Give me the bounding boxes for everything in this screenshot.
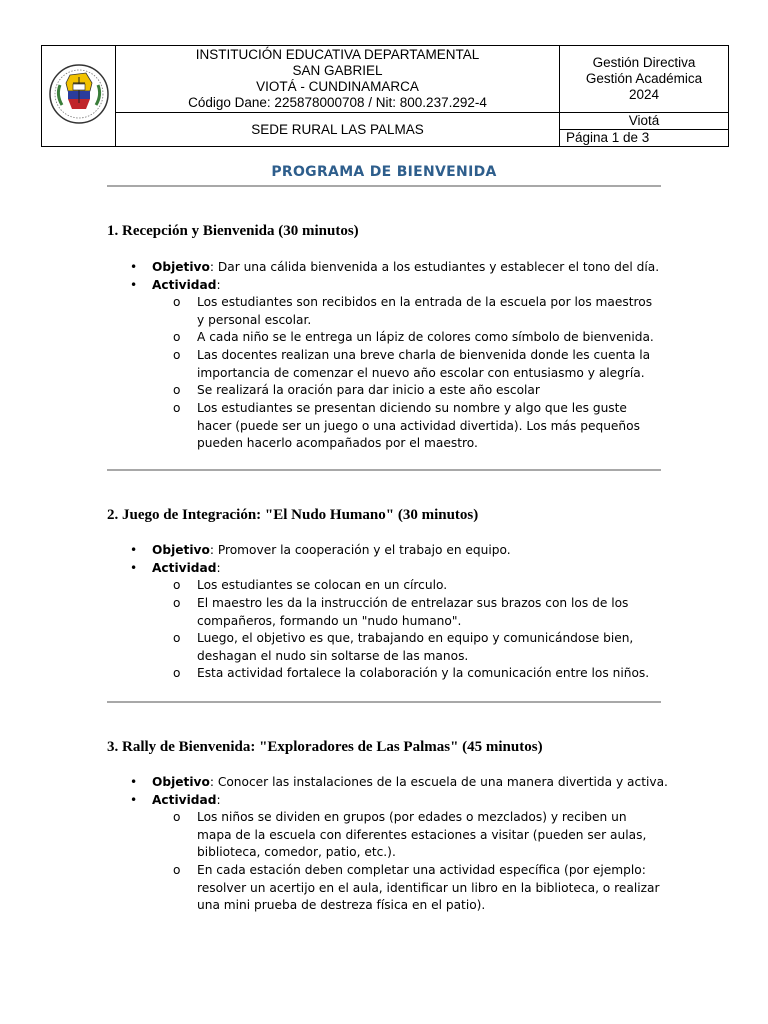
school-codes: Código Dane: 225878000708 / Nit: 800.237.292-4 [188, 95, 487, 110]
activity-label: Actividad [152, 793, 217, 807]
list-item-text: Los estudiantes se presentan diciendo su nombre y algo que les guste hacer (puede ser un juego o una actividad divertida). Los más pequeños pueden hacerlo acompañados por el maestro. [197, 401, 640, 451]
management-line-1: Gestión Directiva [592, 55, 696, 70]
section-divider [107, 469, 661, 471]
activity-colon: : [216, 561, 221, 575]
list-item-text: En cada estación deben completar una actividad específica (por ejemplo: resolver un acertijo en el aula, identificar un libro en la biblioteca, o realizar una mini prueba de destreza física en el patio). [197, 863, 660, 913]
list-item-text: El maestro les da la instrucción de entrelazar sus brazos con los de los compañeros, formando un "nudo humano". [197, 596, 629, 628]
document-header [41, 45, 729, 147]
sub-bullet-glyph: o [173, 295, 181, 309]
objective-text: : Promover la cooperación y el trabajo en equipo. [209, 543, 511, 557]
school-location: VIOTÁ - CUNDINAMARCA [256, 79, 419, 94]
institution-name: INSTITUCIÓN EDUCATIVA DEPARTAMENTAL [195, 47, 480, 62]
activity-label: Actividad [152, 278, 217, 292]
header-year: 2024 [628, 87, 660, 102]
sede-name: SEDE RURAL LAS PALMAS [116, 113, 560, 147]
list-item-text: Los niños se dividen en grupos (por edades o mezclados) y reciben un mapa de la escuela con diferentes estaciones a visitar (pueden ser aulas, biblioteca, comedor, patio, etc.). [197, 810, 647, 860]
sub-bullet-glyph: o [173, 401, 181, 415]
sub-bullet-glyph: o [173, 666, 181, 680]
bullet-glyph: • [130, 543, 138, 557]
objective-label: Objetivo [152, 260, 210, 274]
school-logo-cell [42, 46, 116, 147]
section-3-heading: 3. Rally de Bienvenida: "Exploradores de Las Palmas" (45 minutos) [107, 739, 543, 755]
list-item-text: Luego, el objetivo es que, trabajando en equipo y comunicándose bien, deshagan el nudo sin soltarse de las manos. [197, 631, 634, 663]
list-item-text: Las docentes realizan una breve charla de bienvenida donde les cuenta la importancia de comenzar el nuevo año escolar con entusiasmo y alegría. [197, 348, 651, 380]
list-item-text: Se realizará la oración para dar inicio a este año escolar [197, 383, 540, 397]
management-line-2: Gestión Académica [585, 71, 703, 86]
activity-colon: : [216, 793, 221, 807]
objective-label: Objetivo [152, 543, 210, 557]
school-name: SAN GABRIEL [292, 63, 383, 78]
title-divider [107, 185, 661, 187]
objective-text: : Dar una cálida bienvenida a los estudiantes y establecer el tono del día. [209, 260, 660, 274]
activity-label: Actividad [152, 561, 217, 575]
sub-bullet-glyph: o [173, 631, 181, 645]
header-town: Viotá [560, 113, 728, 130]
school-seal-icon [48, 51, 110, 137]
list-item-text: Los estudiantes son recibidos en la entrada de la escuela por los maestros y personal escolar. [197, 295, 653, 327]
list-item-text: Los estudiantes se colocan en un círculo. [197, 578, 448, 592]
page-title: PROGRAMA DE BIENVENIDA [271, 164, 497, 180]
institution-info [116, 46, 560, 113]
bullet-glyph: • [130, 260, 138, 274]
management-info [560, 46, 729, 113]
section-divider [107, 701, 661, 703]
town-page-cell [560, 113, 729, 147]
sub-bullet-glyph: o [173, 348, 181, 362]
bullet-glyph: • [130, 793, 138, 807]
page-number: Página 1 de 3 [566, 130, 650, 145]
sub-bullet-glyph: o [173, 810, 181, 824]
sub-bullet-glyph: o [173, 330, 181, 344]
objective-text: : Conocer las instalaciones de la escuela de una manera divertida y activa. [209, 775, 668, 789]
list-item-text: A cada niño se le entrega un lápiz de colores como símbolo de bienvenida. [197, 330, 654, 344]
bullet-glyph: • [130, 278, 138, 292]
sub-bullet-glyph: o [173, 383, 181, 397]
activity-colon: : [216, 278, 221, 292]
bullet-glyph: • [130, 775, 138, 789]
sub-bullet-glyph: o [173, 596, 181, 610]
list-item-text: Esta actividad fortalece la colaboración y la comunicación entre los niños. [197, 666, 650, 680]
sub-bullet-glyph: o [173, 863, 181, 877]
bullet-glyph: • [130, 561, 138, 575]
sub-bullet-glyph: o [173, 578, 181, 592]
section-1-heading: 1. Recepción y Bienvenida (30 minutos) [107, 223, 359, 239]
objective-label: Objetivo [152, 775, 210, 789]
section-2-heading: 2. Juego de Integración: "El Nudo Humano" (30 minutos) [107, 507, 479, 523]
